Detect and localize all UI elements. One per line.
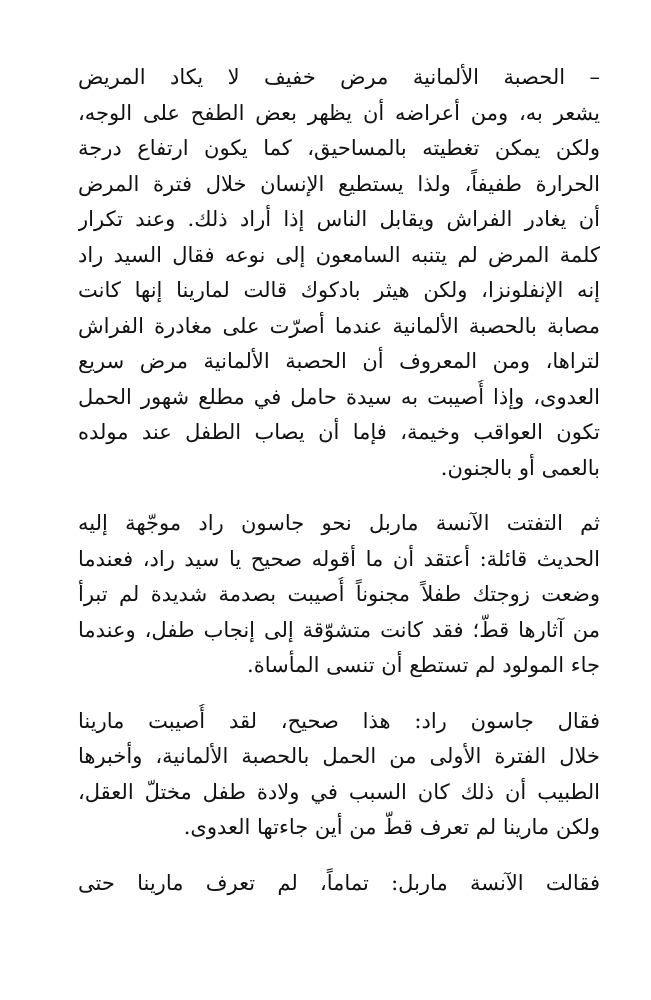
book-page	[78, 60, 600, 901]
text-line: ولكن مارينا لم تعرف قطّ من أين جاءتها العدوى.	[183, 815, 600, 839]
text-line: وضعت زوجتك طفلاً مجنوناً أُصيبت بصدمة شديدة لم تبرأ	[78, 582, 600, 606]
text-line: الطبيب أن ذلك كان السبب في ولادة طفل مختلّ العقل،	[78, 779, 600, 804]
text-line: تكون العواقب وخيمة، فإما أن يصاب الطفل عند مولده	[78, 420, 600, 444]
paragraph-4	[78, 866, 600, 902]
text-line: لتراها، ومن المعروف أن الحصبة الألمانية مرض سريع	[78, 349, 600, 373]
text-line: جاء المولود لم تستطع أن تنسى المأساة.	[247, 653, 600, 677]
paragraph-1	[78, 60, 600, 486]
paragraph-2	[78, 506, 600, 684]
text-line: ثم التفتت الآنسة ماربل نحو جاسون راد موجّهة إليه	[78, 511, 600, 535]
text-line: مصابة بالحصبة الألمانية عندما أصرّت على مغادرة الفراش	[78, 313, 600, 338]
text-line: ولكن يمكن تغطيته بالمساحيق، كما يكون ارتفاع درجة	[78, 136, 600, 160]
text-line: إنه الإنفلونزا، ولكن هيثر بادكوك قالت لمارينا إنها كانت	[78, 278, 600, 302]
text-line: خلال الفترة الأولى من الحمل بالحصبة الألمانية، وأخبرها	[78, 744, 600, 768]
text-line: فقالت الآنسة ماربل: تماماً، لم تعرف مارينا حتى	[78, 870, 600, 895]
text-line: فقال جاسون راد: هذا صحيح، لقد أُصيبت مارينا	[78, 708, 600, 733]
text-line: من آثارها قطّ؛ فقد كانت متشوّقة إلى إنجاب طفل، وعندما	[78, 617, 600, 642]
text-line: الحرارة طفيفاً، ولذا يستطيع الإنسان خلال فترة المرض	[78, 171, 600, 196]
paragraph-3	[78, 704, 600, 846]
text-line: بالعمى أو بالجنون.	[440, 455, 600, 480]
text-line: أن يغادر الفراش ويقابل الناس إذا أراد ذلك. وعند تكرار	[78, 207, 600, 231]
text-line: الحديث قائلة: أعتقد أن ما أقوله صحيح يا سيد راد، فعندما	[78, 546, 600, 571]
text-line: – الحصبة الألمانية مرض خفيف لا يكاد المريض	[78, 65, 600, 89]
text-line: يشعر به، ومن أعراضه أن يظهر بعض الطفح على الوجه،	[78, 100, 600, 125]
text-line: العدوى، وإذا أُصيبت به سيدة حامل في مطلع شهور الحمل	[78, 384, 600, 409]
text-line: كلمة المرض لم يتنبه السامعون إلى نوعه فقال السيد راد	[78, 242, 600, 267]
